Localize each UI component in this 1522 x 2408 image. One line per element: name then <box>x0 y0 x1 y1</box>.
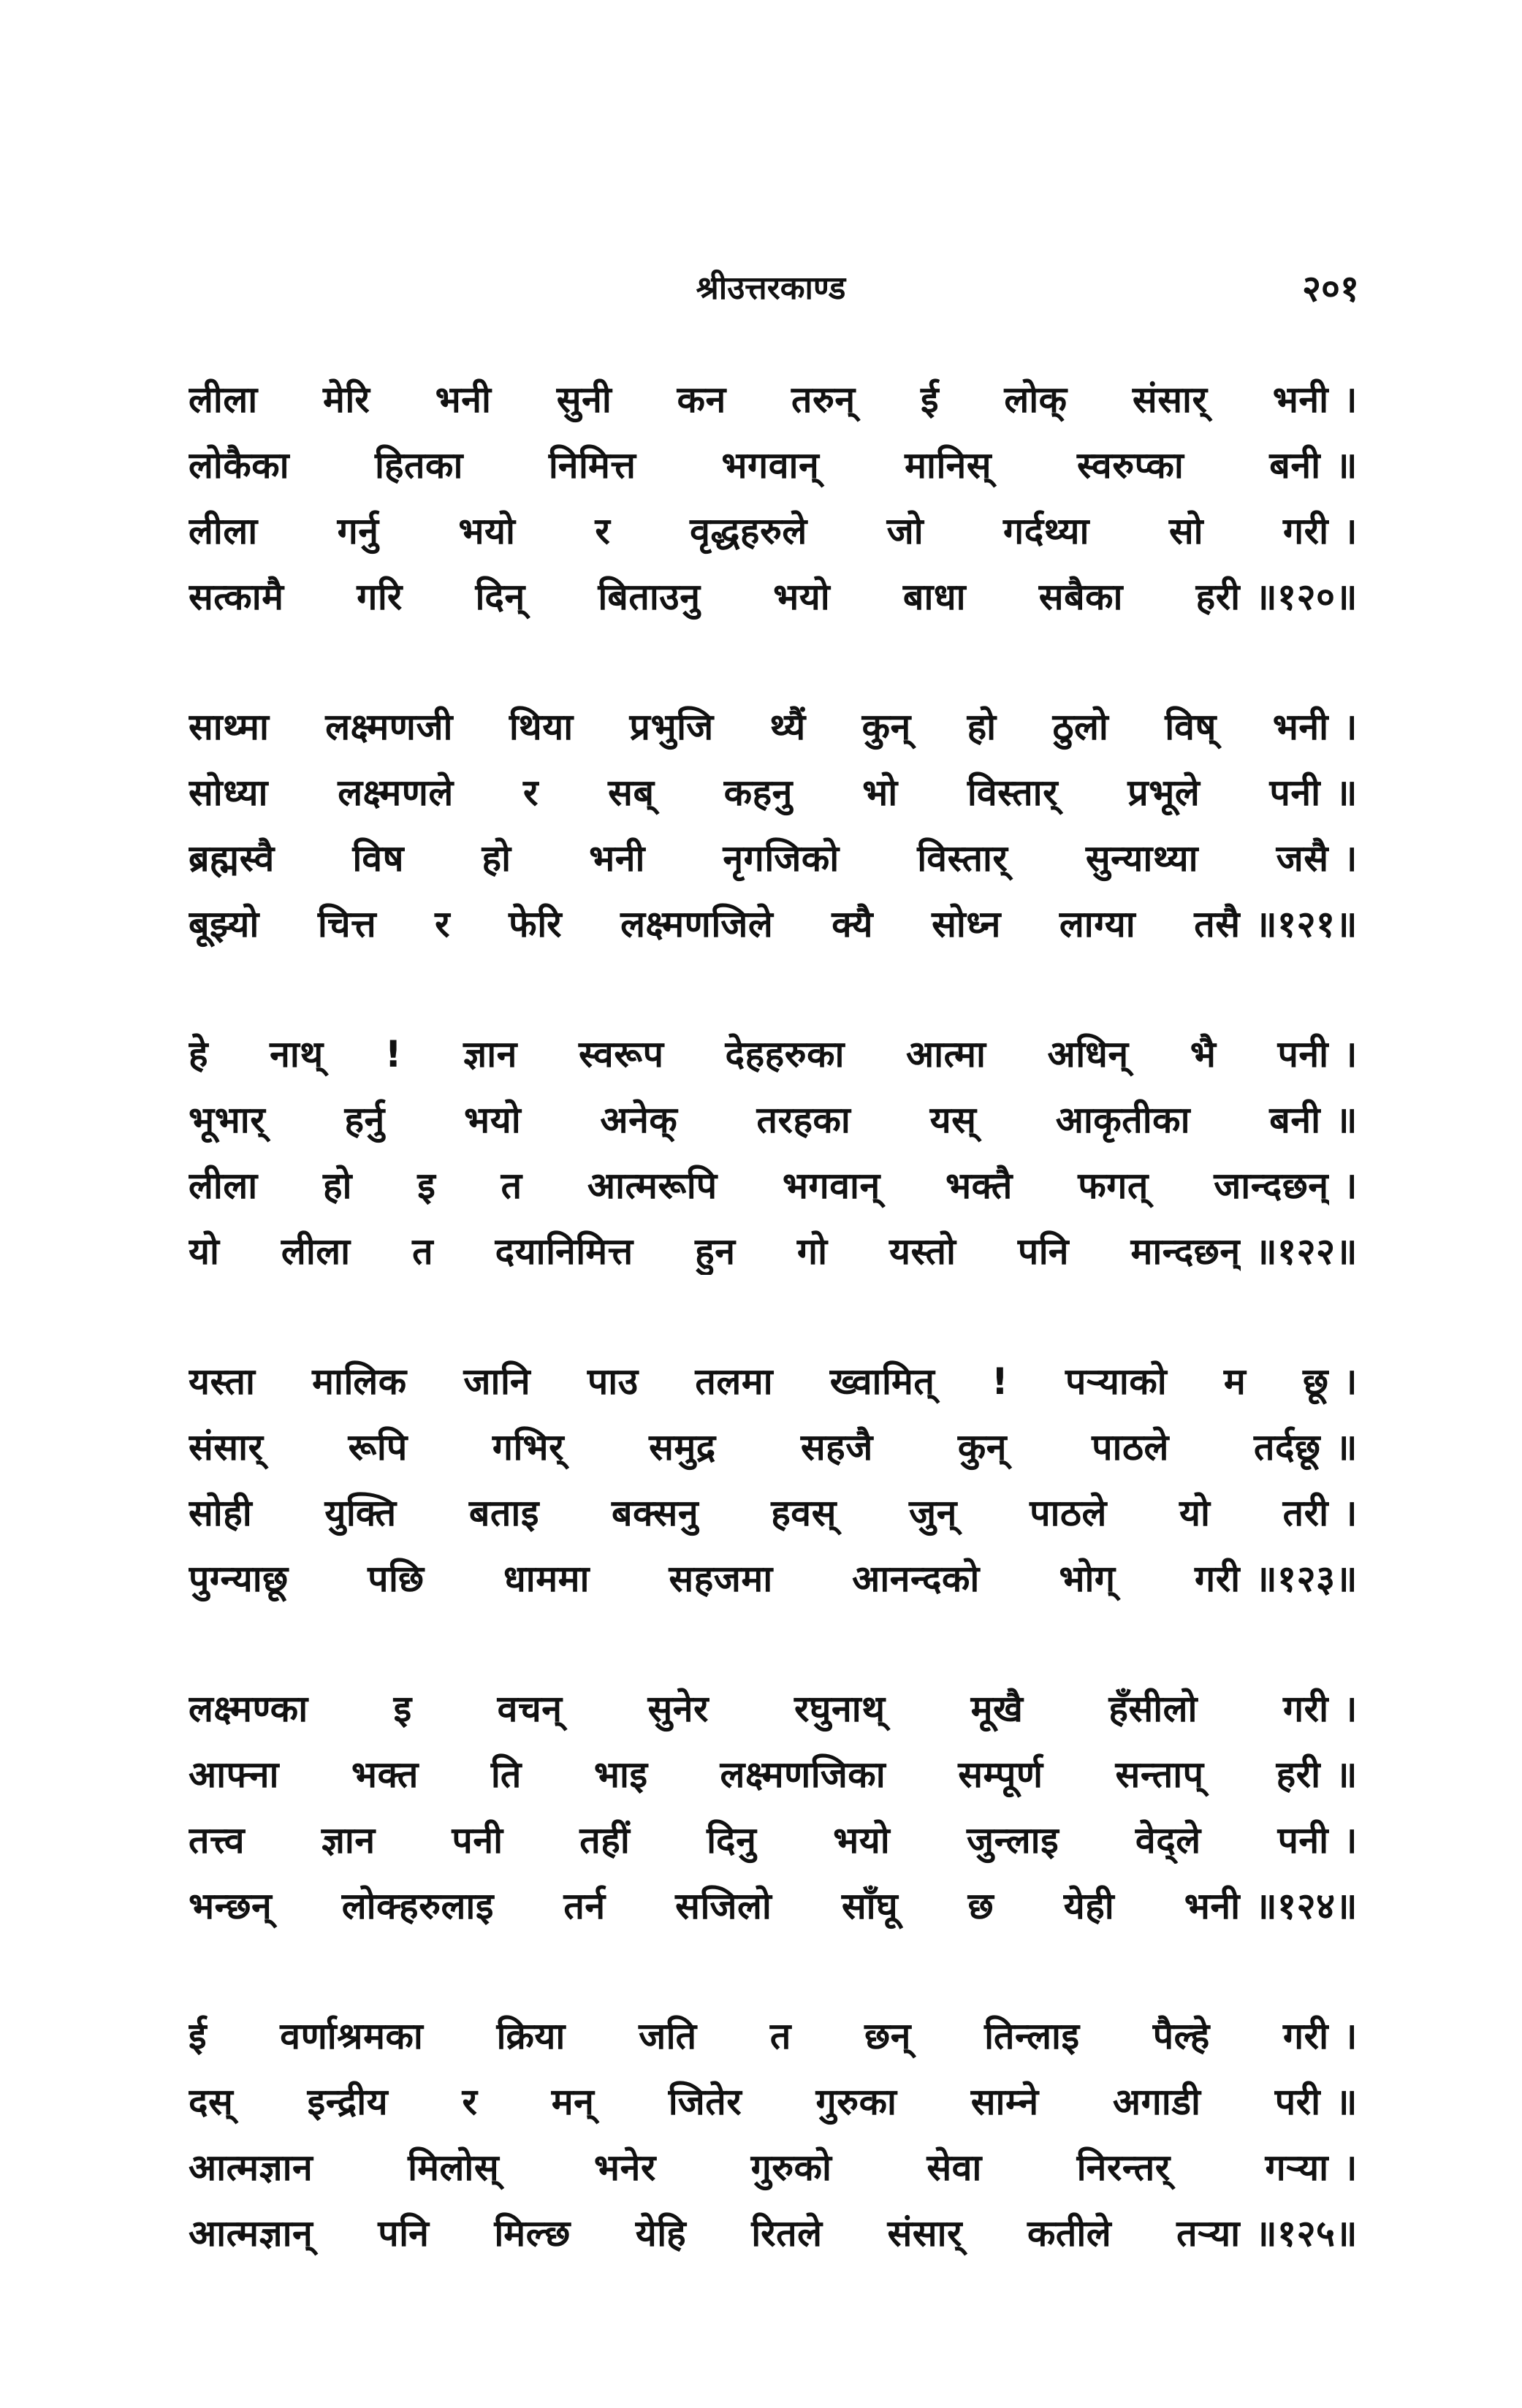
stanza-121 <box>189 693 1358 956</box>
verse-line <box>189 365 1358 431</box>
verse-text: बूझ्यो चित्त र फेरि लक्ष्मणजिले क्यै सोध्न लाग्या तसै <box>189 903 1241 945</box>
verse-line <box>189 1674 1358 1740</box>
verse-line <box>189 2002 1358 2068</box>
verse-danda: ॥ <box>1335 771 1358 814</box>
verse-number: ॥१२५॥ <box>1255 2212 1358 2255</box>
verse-line <box>189 758 1358 824</box>
verse-body <box>189 365 1358 2329</box>
verse-text: आत्मज्ञान मिलोस् भनेर गुरुको सेवा निरन्तर् गऱ्या <box>189 2146 1329 2189</box>
verse-danda: ॥ <box>1335 1099 1358 1141</box>
verse-text: यस्ता मालिक जानि पाउ तलमा ख्वामित् ! पऱ्याको म छू <box>189 1360 1329 1403</box>
verse-number: ॥१२०॥ <box>1255 576 1358 618</box>
verse-number: ॥१२२॥ <box>1255 1230 1358 1273</box>
verse-danda: । <box>1343 2146 1358 2189</box>
verse-line <box>189 1806 1358 1872</box>
stanza-123 <box>189 1347 1358 1610</box>
verse-line <box>189 497 1358 563</box>
verse-line <box>189 1413 1358 1479</box>
page-number: २०१ <box>1302 267 1359 310</box>
verse-text: पुग्न्याछू पछि धाममा सहजमा आनन्दको भोग् गरी <box>189 1558 1241 1600</box>
verse-text: हे नाथ् ! ज्ञान स्वरूप देहहरुका आत्मा अधिन् भै पनी <box>189 1033 1329 1075</box>
verse-danda: । <box>1343 378 1358 421</box>
verse-line <box>189 2133 1358 2199</box>
verse-line <box>189 1544 1358 1610</box>
verse-text: दस् इन्द्रीय र मन् जितेर गुरुका साम्ने अगाडी परी <box>189 2081 1321 2123</box>
verse-line <box>189 1479 1358 1544</box>
verse-text: सोही युक्ति बताइ बक्सनु हवस् जुन् पाठले यो तरी <box>189 1492 1329 1534</box>
verse-line <box>189 431 1358 497</box>
verse-text: यो लीला त दयानिमित्त हुन गो यस्तो पनि मान्दछन् <box>189 1230 1241 1273</box>
verse-danda: । <box>1343 510 1358 552</box>
verse-text: ब्रह्मस्वै विष हो भनी नृगजिको विस्तार् सुन्याथ्या जसै <box>189 837 1329 880</box>
running-header <box>183 259 1359 318</box>
verse-danda: । <box>1343 1819 1358 1862</box>
verse-number: ॥१२१॥ <box>1255 903 1358 945</box>
verse-text: संसार् रूपि गभिर् समुद्र सहजै कुन् पाठले तर्दछू <box>189 1426 1321 1468</box>
verse-text: सोध्या लक्ष्मणले र सब् कहनु भो विस्तार् प्रभूले पनी <box>189 771 1321 814</box>
verse-number: ॥१२४॥ <box>1255 1885 1358 1927</box>
verse-line <box>189 2199 1358 2265</box>
verse-line <box>189 1740 1358 1806</box>
verse-text: साथ्मा लक्ष्मणजी थिया प्रभुजि थ्यैं कुन् हो ठुलो विष् भनी <box>189 706 1329 748</box>
verse-danda: ॥ <box>1335 2081 1358 2123</box>
verse-text: लोकैका हितका निमित्त भगवान् मानिस् स्वरुप्का बनी <box>189 444 1321 487</box>
verse-text: लीला मेरि भनी सुनी कन तरुन् ई लोक् संसार् भनी <box>189 378 1329 421</box>
verse-text: ई वर्णाश्रमका क्रिया जति त छन् तिन्लाइ पैल्हे गरी <box>189 2015 1329 2057</box>
verse-text: भन्छन् लोक्हरुलाइ तर्न सजिलो साँघू छ येही भनी <box>189 1885 1241 1927</box>
verse-text: आत्मज्ञान् पनि मिल्छ येहि रितले संसार् कतीले तऱ्या <box>189 2212 1241 2255</box>
verse-text: आफ्ना भक्त ति भाइ लक्ष्मणजिका सम्पूर्ण सन्ताप् हरी <box>189 1753 1321 1796</box>
verse-text: तत्त्व ज्ञान पनी तहीं दिनु भयो जुन्लाइ वेद्ले पनी <box>189 1819 1329 1862</box>
verse-line <box>189 563 1358 628</box>
verse-danda: । <box>1343 837 1358 880</box>
verse-text: सत्कामै गरि दिन् बिताउनु भयो बाधा सबैका हरी <box>189 576 1241 618</box>
stanza-125 <box>189 2002 1358 2265</box>
verse-danda: । <box>1343 1360 1358 1403</box>
verse-danda: । <box>1343 2015 1358 2057</box>
verse-line <box>189 1086 1358 1151</box>
verse-text: लक्ष्मण्का इ वचन् सुनेर रघुनाथ् मूखै हँसीलो गरी <box>189 1688 1329 1730</box>
verse-line <box>189 824 1358 890</box>
verse-line <box>189 2068 1358 2133</box>
stanza-122 <box>189 1020 1358 1283</box>
verse-line <box>189 693 1358 758</box>
running-title: श्रीउत्तरकाण्ड <box>696 270 846 307</box>
verse-danda: । <box>1343 1688 1358 1730</box>
verse-danda: ॥ <box>1335 444 1358 487</box>
verse-line <box>189 1151 1358 1217</box>
verse-danda: । <box>1343 1033 1358 1075</box>
verse-line <box>189 890 1358 956</box>
verse-line <box>189 1872 1358 1938</box>
verse-line <box>189 1217 1358 1283</box>
verse-danda: ॥ <box>1335 1753 1358 1796</box>
verse-danda: ॥ <box>1335 1426 1358 1468</box>
verse-text: लीला हो इ त आत्मरूपि भगवान् भक्तै फगत् जान्दछन् <box>189 1165 1329 1207</box>
stanza-120 <box>189 365 1358 628</box>
verse-line <box>189 1347 1358 1413</box>
verse-number: ॥१२३॥ <box>1255 1558 1358 1600</box>
verse-danda: । <box>1343 1165 1358 1207</box>
verse-text: लीला गर्नु भयो र वृद्धहरुले जो गर्दथ्या सो गरी <box>189 510 1329 552</box>
verse-danda: । <box>1343 706 1358 748</box>
verse-danda: । <box>1343 1492 1358 1534</box>
verse-text: भूभार् हर्नु भयो अनेक् तरहका यस् आकृतीका बनी <box>189 1099 1321 1141</box>
stanza-124 <box>189 1674 1358 1938</box>
verse-line <box>189 1020 1358 1086</box>
